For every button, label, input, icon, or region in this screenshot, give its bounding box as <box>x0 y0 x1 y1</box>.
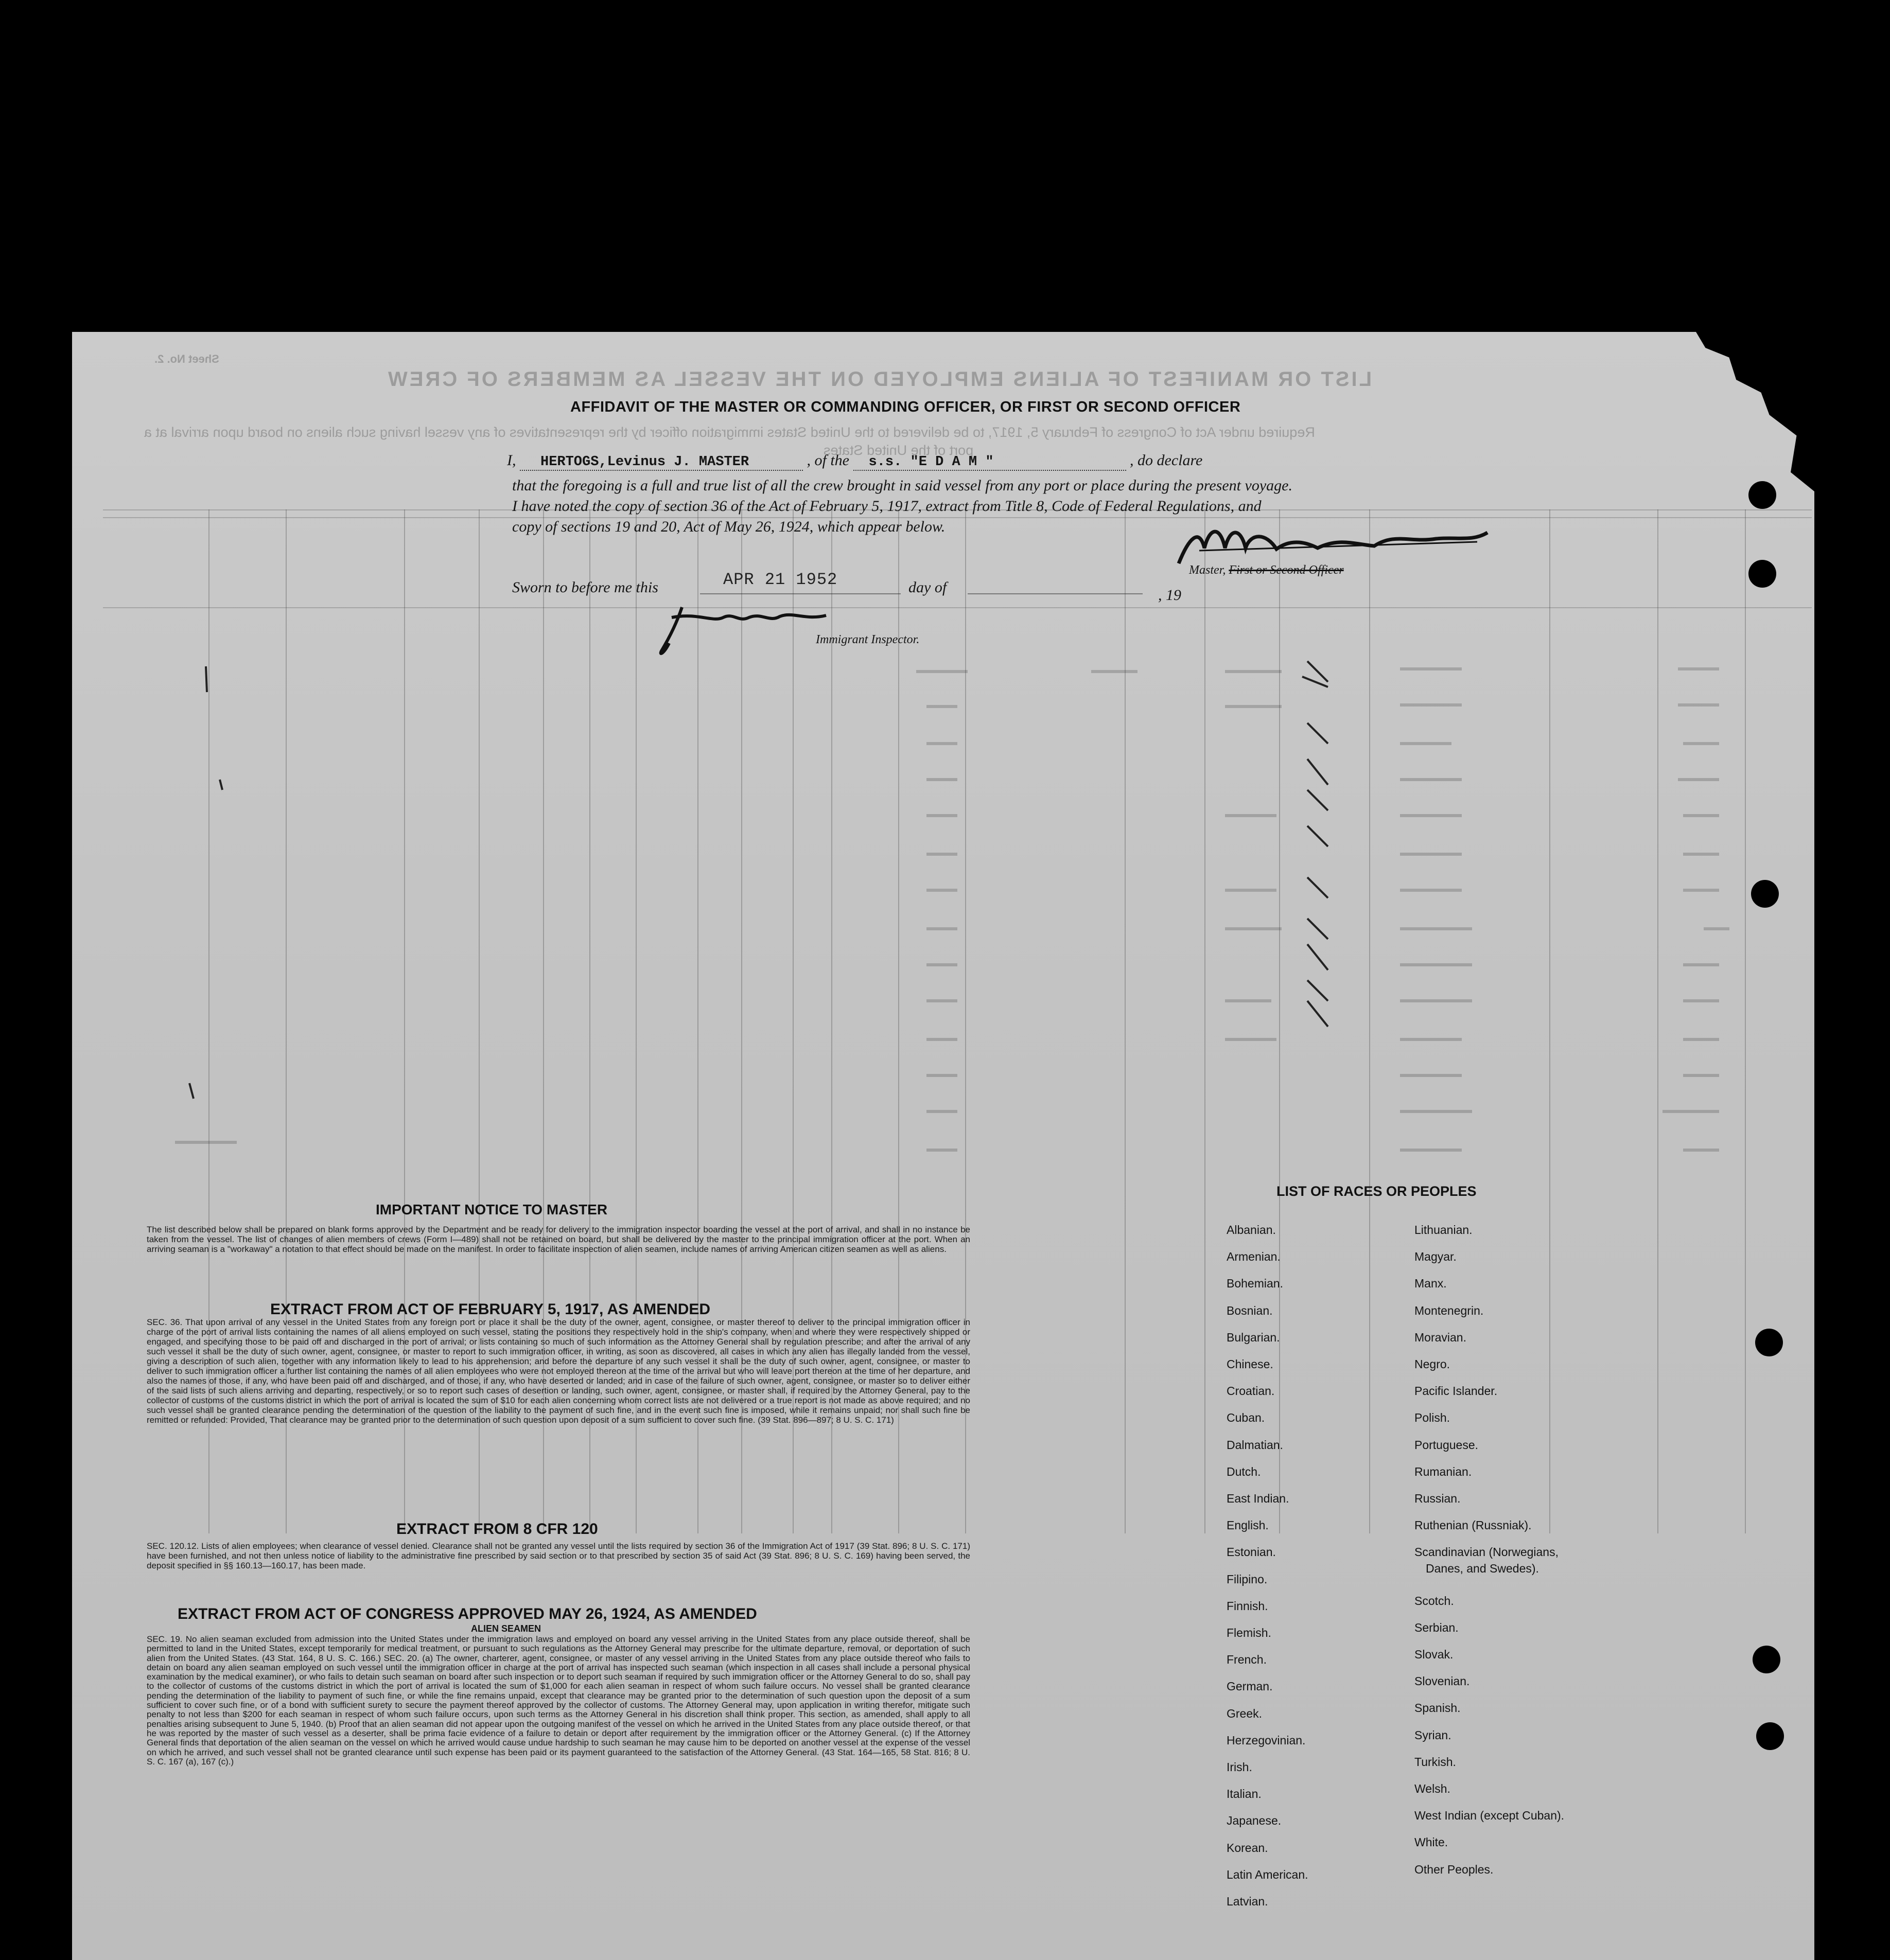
races-title: LIST OF RACES OR PEOPLES <box>1276 1184 1477 1199</box>
extract-1917-body: SEC. 36. That upon arrival of any vessel in the United States from any foreign port or place it shall be the duty of the owner, agent, consignee, or master thereof to deliver to the principal immigration officer in charge of the port of arrival lists containing the names of all aliens employed on such vessel, stating the positions they respectively hold in the ship's company, when and where they were respectively shipped or engaged, and specifying those to be paid off and discharged in the port of arrival; or lists containing so much of such information as the Attorney General shall by regulation prescribe; and after the arrival of any such vessel it shall be the duty of such owner, agent, consignee, or master to report to such immigration officer, in writing, as soon as discovered, all cases in which any alien has illegally landed from the vessel, giving a description of such alien, together with any information likely to lead to his apprehension; and before the departure of any such vessel it shall be the duty of such owner, agent, consignee, or master to deliver to such immigration officer a further list containing the names of all alien employees who were not employed thereon at the time of the arrival but who will leave port thereon at the time of her departure, and also the names of those, if any, who have been paid off and discharged, and of those, if any, who have deserted or landed; and in case of the failure of such owner, agent, consignee, or master so to deliver either of the said lists of such aliens arriving and departing, respectively, or so to report such cases of desertion or landing, such owner, agent, consignee, or master shall, if required by the Attorney General, pay to the collector of customs of the customs district in which the port of arrival is located the sum of $10 for each alien concerning whom correct lists are not delivered or a true report is not made as above required; and no such vessel shall be granted clearance pending the determination of the question of the liability to the payment of such fine, and in the event such fine is imposed, while it remains unpaid; nor shall such fine be remitted or refunded: Provided, That clearance may be granted prior to the determination of such question upon deposit of a sum sufficient to cover such fine. (39 Stat. 896—897; 8 U. S. C. 171) <box>147 1317 970 1425</box>
race-item: English. <box>1227 1518 1269 1532</box>
race-item: Bohemian. <box>1227 1277 1283 1291</box>
race-item: Japanese. <box>1227 1814 1282 1828</box>
race-item: White. <box>1414 1835 1448 1849</box>
race-item: Lithuanian. <box>1414 1223 1473 1237</box>
race-item: Greek. <box>1227 1706 1263 1720</box>
race-item: Latin American. <box>1227 1867 1308 1881</box>
race-item: Armenian. <box>1227 1250 1281 1264</box>
race-item: Slovenian. <box>1414 1674 1470 1688</box>
punch-hole <box>1748 481 1776 509</box>
race-item: Danes, and Swedes). <box>1426 1562 1539 1576</box>
race-item: Bulgarian. <box>1227 1330 1280 1344</box>
punch-hole <box>1748 560 1776 588</box>
extract-1924-body: SEC. 19. No alien seaman excluded from admission into the United States under the immigration laws and employed on board any vessel arriving in the United States from any place outside thereof, shall be permitted to land in the United States, except temporarily for medical treatment, or pursuant to such regulations as the Attorney General may prescribe for the ultimate departure, removal, or deportation of such alien from the United States. (43 Stat. 164, 8 U. S. C. 166.) SEC. 20. (a) The owner, charterer, agent, consignee, or master of any vessel arriving in the United States from any place outside thereof who fails to detain on board any alien seaman employed on such vessel until the immigration officer in charge at the port of arrival has inspected such seaman (which inspection in all cases shall include a personal physical examination by the medical examiner), or who fails to detain such seaman on board after such inspection or to deport such seaman if required by such immigration officer or the Attorney General to do so, shall pay to the collector of customs of the customs district in which the port of arrival is located the sum of $1,000 for each alien seaman in respect of whom such failure occurs. No vessel shall be granted clearance pending the determination of the liability to payment of such fine, or while the fine remains unpaid, except that clearance may be granted prior to the determination of such question upon the deposit of a sum sufficient to cover such fine, or of a bond with sufficient surety to secure the payment thereof approved by the collector of customs. The Attorney General may, upon application in writing therefor, mitigate such penalty to not less than $200 for each seaman in respect of whom such failure occurs, upon such terms as the Attorney General in his discretion shall think proper. This section, as amended, shall apply to all penalties arising subsequent to June 5, 1940. (b) Proof that an alien seaman did not appear upon the outgoing manifest of the vessel on which he arrived in the United States from any place outside thereof, or that he was reported by the master of such vessel as a deserter, shall be prima facie evidence of a failure to detain or deport after requirement by the immigration officer or the Attorney General. (c) If the Attorney General finds that deportation of the alien seaman on the vessel on which he arrived would cause undue hardship to such seaman he may cause him to be deported on another vessel at the expense of the vessel on which he arrived, and such vessel shall not be granted clearance until such expense has been paid or its payment guaranteed to the satisfaction of the Attorney General. (43 Stat. 164—165, 58 Stat. 816; 8 U. S. C. 167 (a), 167 (c).) <box>147 1634 970 1767</box>
punch-hole <box>1756 1722 1784 1750</box>
race-item: Cuban. <box>1227 1411 1265 1425</box>
master-struck-officer: First or Second Officer <box>1229 563 1344 577</box>
race-item: Magyar. <box>1414 1250 1457 1264</box>
race-item: Slovak. <box>1414 1648 1454 1661</box>
race-item: Herzegovinian. <box>1227 1733 1306 1747</box>
race-item: Scotch. <box>1414 1594 1454 1608</box>
race-item: Dutch. <box>1227 1464 1261 1478</box>
extract-cfr-title: EXTRACT FROM 8 CFR 120 <box>396 1521 598 1538</box>
affidavit-declare: , do declare <box>1130 452 1203 469</box>
affidavit-i: I, <box>507 452 516 469</box>
bleed-through-title: LIST OR MANIFEST OF ALIENS EMPLOYED ON THE VESSEL AS MEMBERS OF CREW <box>386 368 1372 391</box>
sworn-year: , 19 <box>1158 587 1181 604</box>
race-item: Scandinavian (Norwegians, <box>1414 1545 1559 1559</box>
bleed-through-port-line: port of the United States <box>824 443 974 458</box>
race-item: Filipino. <box>1227 1572 1268 1586</box>
race-item: Finnish. <box>1227 1599 1268 1613</box>
punch-hole <box>1755 1329 1783 1356</box>
race-item: Latvian. <box>1227 1895 1268 1908</box>
race-item: Ruthenian (Russniak). <box>1414 1518 1532 1532</box>
race-item: German. <box>1227 1680 1273 1693</box>
race-item: Flemish. <box>1227 1626 1271 1639</box>
race-item: Chinese. <box>1227 1357 1273 1371</box>
affidavit-line-4: copy of sections 19 and 20, Act of May 26, 1924, which appear below. <box>512 518 946 535</box>
race-item: Dalmatian. <box>1227 1438 1283 1452</box>
affidavit-title: AFFIDAVIT OF THE MASTER OR COMMANDING OFFICER, OR FIRST OR SECOND OFFICER <box>570 399 1241 415</box>
race-item: Bosnian. <box>1227 1303 1273 1317</box>
extract-cfr-body: SEC. 120.12. Lists of alien employees; when clearance of vessel denied. Clearance shall not be granted any vessel until the lists required by section 36 of the Immigration Act of 1917 (39 Stat. 896; 8 U. S. C. 171) have been furnished, and not then unless notice of liability to the administrative fine prescribed by said section or to that prescribed by section 35 of said Act (39 Stat. 896; 8 U. S. C. 169) having been served, the deposit specified in §§ 160.13—160.17, has been made. <box>147 1541 970 1570</box>
punch-hole <box>1751 880 1779 908</box>
race-item: Welsh. <box>1414 1782 1450 1795</box>
race-item: West Indian (except Cuban). <box>1414 1809 1565 1823</box>
affidavit-line-2: that the foregoing is a full and true list of all the crew brought in said vessel from any port or place during the present voyage. <box>512 477 1292 494</box>
race-item: Albanian. <box>1227 1223 1276 1237</box>
master-label: Master, <box>1189 563 1226 577</box>
race-item: Croatian. <box>1227 1384 1275 1398</box>
sworn-label: Sworn to before me this <box>512 579 658 596</box>
sworn-day-of: day of <box>908 579 947 596</box>
inspector-label: Immigrant Inspector. <box>816 633 920 646</box>
race-item: Moravian. <box>1414 1330 1466 1344</box>
affidavit-of-the: , of the <box>807 452 849 469</box>
race-item: Estonian. <box>1227 1545 1276 1559</box>
extract-1924-title: EXTRACT FROM ACT OF CONGRESS APPROVED MAY 26, 1924, AS AMENDED <box>178 1605 757 1622</box>
notice-title: IMPORTANT NOTICE TO MASTER <box>376 1202 608 1217</box>
officer-name: HERTOGS,Levinus J. MASTER <box>540 454 749 470</box>
bleed-through-required-line: Required under Act of Congress of February 5, 1917, to be delivered to the United States immigration officer by the representatives of any vessel having such aliens on board upon arrival at a <box>144 425 1315 440</box>
race-item: French. <box>1227 1653 1267 1667</box>
extract-1917-title: EXTRACT FROM ACT OF FEBRUARY 5, 1917, AS AMENDED <box>270 1301 711 1318</box>
race-item: Negro. <box>1414 1357 1450 1371</box>
bleed-through-sheet-no: Sheet No. 2. <box>154 352 219 365</box>
race-item: East Indian. <box>1227 1492 1289 1505</box>
notice-body: The list described below shall be prepared on blank forms approved by the Department and be ready for delivery to the immigration inspector boarding the vessel at the port of arrival, and shall in no instance be taken from the vessel. The list of changes of alien members of crews (Form I—489) shall not be retained on board, but shall be delivered by the master to the principal immigration officer at the port. When an arriving seaman is a "workaway" a notation to that effect should be made on the manifest. In order to facilitate inspection of alien seamen, include names of arriving American citizen seamen as well as aliens. <box>147 1225 970 1254</box>
race-item: Montenegrin. <box>1414 1303 1484 1317</box>
race-item: Serbian. <box>1414 1620 1459 1634</box>
sworn-date-stamp: APR 21 1952 <box>723 570 838 589</box>
race-item: Irish. <box>1227 1760 1252 1774</box>
race-item: Syrian. <box>1414 1728 1451 1742</box>
race-item: Other Peoples. <box>1414 1862 1494 1876</box>
extract-1924-subtitle: ALIEN SEAMEN <box>471 1623 541 1634</box>
affidavit-line-3: I have noted the copy of section 36 of the Act of February 5, 1917, extract from Title 8, Code of Federal Regulations, and <box>512 498 1262 515</box>
punch-hole <box>1753 1646 1780 1673</box>
race-item: Italian. <box>1227 1787 1262 1801</box>
race-item: Polish. <box>1414 1411 1450 1425</box>
race-item: Russian. <box>1414 1492 1461 1505</box>
manifest-sheet <box>72 332 1814 1960</box>
race-item: Korean. <box>1227 1841 1268 1855</box>
race-item: Pacific Islander. <box>1414 1384 1498 1398</box>
vessel-name: s.s. "E D A M " <box>868 454 994 470</box>
race-item: Rumanian. <box>1414 1464 1472 1478</box>
race-item: Manx. <box>1414 1277 1447 1291</box>
race-item: Turkish. <box>1414 1755 1456 1769</box>
race-item: Spanish. <box>1414 1701 1461 1715</box>
race-item: Portuguese. <box>1414 1438 1479 1452</box>
